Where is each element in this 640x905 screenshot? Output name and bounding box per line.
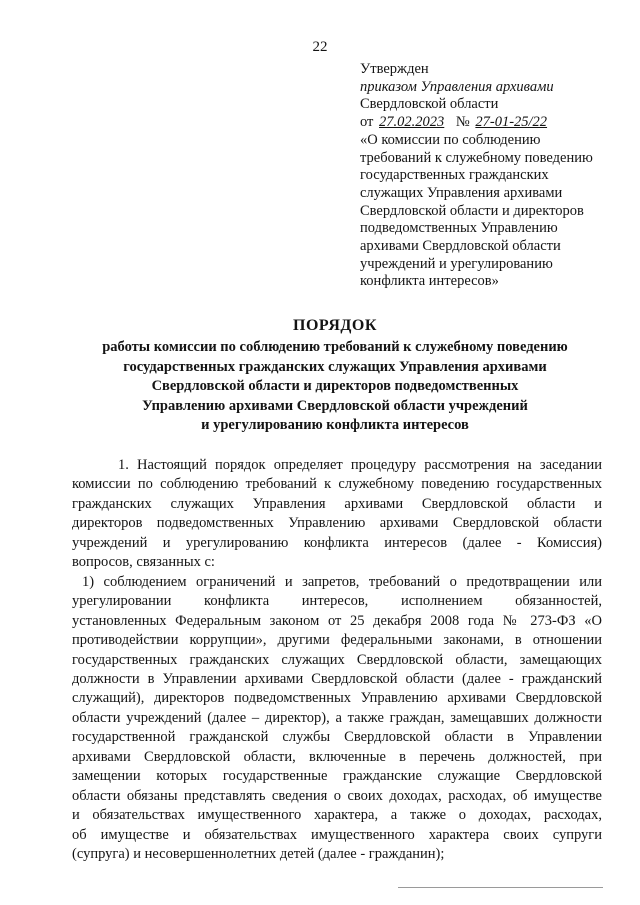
order-subject-line: подведомственных Управлению <box>360 220 558 237</box>
order-subject-line: учреждений и урегулированию <box>360 255 553 272</box>
paragraph-line: 1) соблюдением ограничений и запретов, требований о предотвращении или <box>82 573 602 590</box>
order-subject-line: требований к служебному поведению <box>360 149 593 166</box>
approval-line-approved: Утвержден <box>360 61 429 77</box>
title-subtitle-line: и урегулированию конфликта интересов <box>201 417 469 433</box>
paragraph-line: противодействии коррупции», другими федеральными законами, в отношении <box>72 632 602 649</box>
paragraph-line: об имуществе и обязательствах имущественного характера своих супруги <box>72 826 602 843</box>
approval-line-order: приказом Управления архивами <box>360 78 554 95</box>
order-subject-line: «О комиссии по соблюдению <box>360 131 541 148</box>
approval-date-number-line <box>360 114 620 132</box>
body-text <box>72 456 602 865</box>
number-prefix: № <box>455 114 470 131</box>
title-heading: ПОРЯДОК <box>293 317 377 334</box>
approval-block <box>360 61 620 291</box>
paragraph-line: комиссии по соблюдению требований к служебному поведению государственных <box>72 476 602 493</box>
paragraph-line: и обязательствах имущественного характера, а также о доходах, расходах, <box>72 807 602 824</box>
page-number: 22 <box>312 39 328 55</box>
paragraph-line: государственной гражданской службы Свердловской области в Управлении <box>72 729 602 746</box>
paragraph-line: (супруга) и несовершеннолетних детей (далее - гражданин); <box>72 846 445 863</box>
paragraph-line: гражданских служащих Управления архивами Свердловской области и <box>72 495 602 512</box>
paragraph-line: директоров подведомственных Управлению архивами Свердловской области <box>72 515 602 532</box>
order-subject <box>360 132 620 291</box>
order-subject-line: Свердловской области и директоров <box>360 202 584 219</box>
paragraph-line: служащий), директоров подведомственных Управлению архивами Свердловской <box>72 690 602 707</box>
paragraph-line: государственных гражданских служащих Свердловской области, замещающих <box>72 651 602 668</box>
footer-divider <box>398 887 603 888</box>
order-number: 27-01-25/22 <box>475 114 548 131</box>
paragraph-line: 1. Настоящий порядок определяет процедуру рассмотрения на заседании <box>118 457 602 473</box>
order-subject-line: архивами Свердловской области <box>360 238 561 255</box>
approval-line-region: Свердловской области <box>360 96 499 113</box>
date-prefix: от <box>360 114 374 131</box>
paragraph-line: области обязаны представлять сведения о своих доходах, расходах, об имуществе <box>72 787 602 804</box>
paragraph-line: вопросов, связанных с: <box>72 554 215 571</box>
title-subtitle-line: Управлению архивами Свердловской области учреждений <box>142 397 528 414</box>
title-subtitle-line: работы комиссии по соблюдению требований к служебному поведению <box>102 339 568 355</box>
paragraph-line: архивами Свердловской области, включенные в перечень должностей, при <box>72 748 602 765</box>
order-date: 27.02.2023 <box>379 114 445 131</box>
order-subject-line: служащих Управления архивами <box>360 184 563 201</box>
paragraph-line: учреждений и урегулированию конфликта интересов (далее - Комиссия) <box>72 534 602 551</box>
title-subtitle-line: Свердловской области и директоров подведомственных <box>151 378 519 394</box>
paragraph-line: области учреждений (далее – директор), а также граждан, замещавших должности <box>72 709 602 726</box>
order-subject-line: государственных гражданских <box>360 167 549 184</box>
paragraph-line: установленных Федеральным законом от 25 декабря 2008 года № 273-ФЗ «О <box>72 612 602 629</box>
order-subject-line: конфликта интересов» <box>360 273 499 290</box>
paragraph-line: должности в Управлении архивами Свердловской области (далее - гражданский <box>72 670 602 687</box>
paragraph-line: замещении которых государственные гражданские служащие Свердловской <box>72 768 602 785</box>
paragraph-line: урегулировании конфликта интересов, исполнением обязанностей, <box>72 593 602 610</box>
document-title <box>70 316 600 436</box>
title-subtitle-line: государственных гражданских служащих Управления архивами <box>123 358 547 375</box>
